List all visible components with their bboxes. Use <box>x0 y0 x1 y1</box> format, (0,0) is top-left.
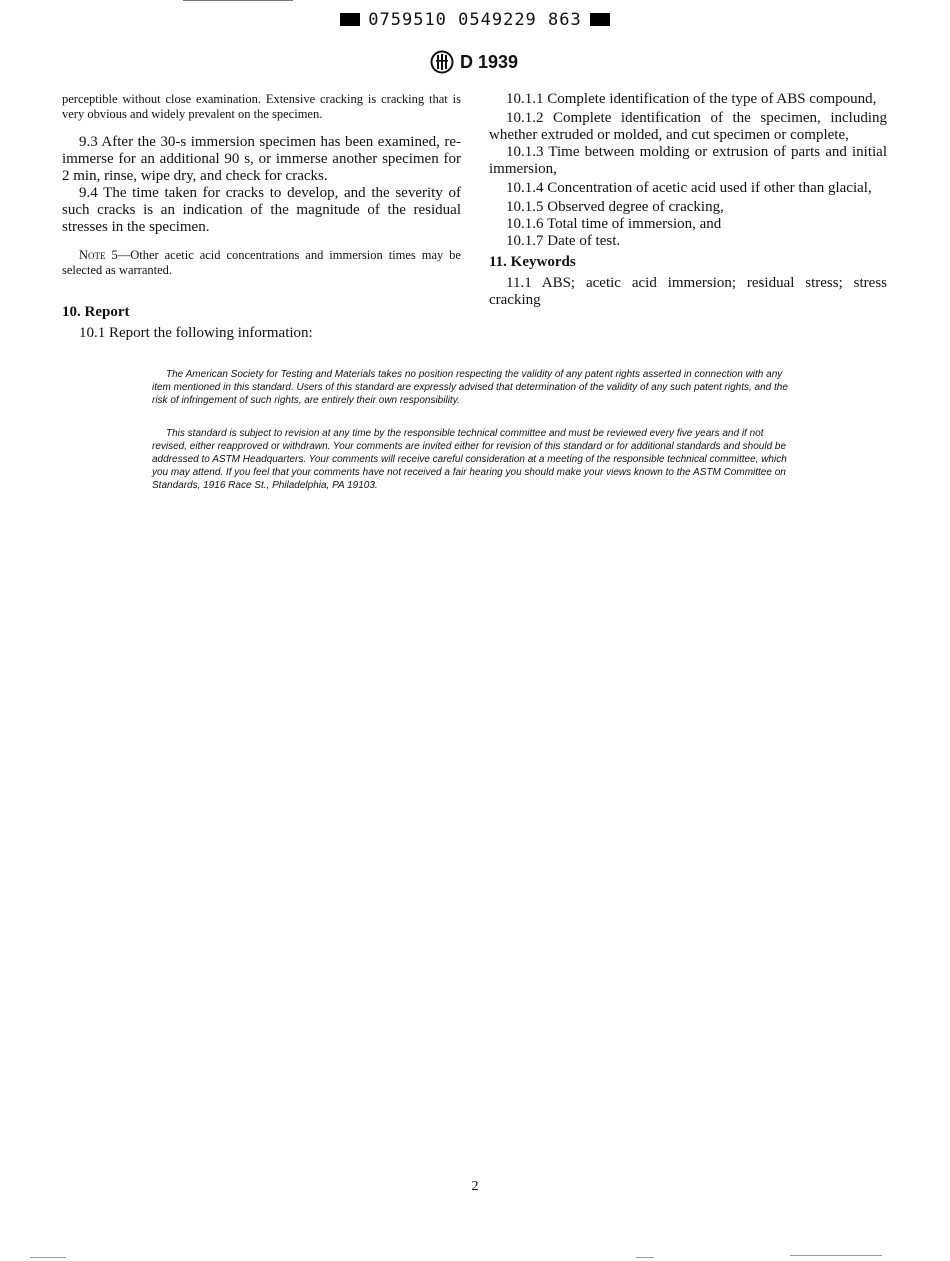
scan-mark-left <box>30 1257 66 1258</box>
item-10-1-2: 10.1.2 Complete identification of the specimen, including whether extruded or molded, and cut specimen or complete, <box>489 110 887 143</box>
document-barcode <box>0 10 950 30</box>
left-column <box>62 92 461 342</box>
scan-rule <box>183 0 293 1</box>
page-header <box>430 50 518 74</box>
section-heading-10: 10. Report <box>62 304 130 320</box>
astm-logo-icon <box>430 50 454 74</box>
note-text: —Other acetic acid concentrations and immersion times may be selected as warranted. <box>62 248 461 277</box>
paragraph-continuation: perceptible without close examination. Extensive cracking is cracking that is very obvious and widely prevalent on the specimen. <box>62 92 461 121</box>
paragraph-9-3: 9.3 After the 30-s immersion specimen has been examined, re-immerse for an additional 90 s, or immerse another specimen for 2 min, rinse, wipe dry, and check for cracks. <box>62 134 461 184</box>
item-10-1-7: 10.1.7 Date of test. <box>506 233 621 249</box>
note-label: Note 5 <box>79 248 118 262</box>
note-5 <box>62 248 461 278</box>
item-10-1-5: 10.1.5 Observed degree of cracking, <box>506 199 724 215</box>
section-heading-11: 11. Keywords <box>489 254 576 270</box>
page-number: 2 <box>471 1179 479 1194</box>
right-column <box>489 91 887 309</box>
paragraph-9-4: 9.4 The time taken for cracks to develop, and the severity of such cracks is an indication of the magnitude of the residual stresses in the specimen. <box>62 185 461 235</box>
item-10-1-4: 10.1.4 Concentration of acetic acid used if other than glacial, <box>506 180 872 196</box>
barcode-block-left <box>340 13 360 26</box>
scan-mark-right <box>790 1255 882 1256</box>
paragraph-10-1: 10.1 Report the following information: <box>79 325 313 341</box>
item-10-1-3: 10.1.3 Time between molding or extrusion of parts and initial immersion, <box>489 144 887 177</box>
item-10-1-1: 10.1.1 Complete identification of the type of ABS compound, <box>506 91 877 107</box>
patent-notice: The American Society for Testing and Materials takes no position respecting the validity of any patent rights asserted in connection with any item mentioned in this standard. Users of this standard are expressly advised that determination of the validity of any such patent rights, and the risk of infringement of such rights, are entirely their own responsibility. <box>152 369 788 406</box>
paragraph-11-1: 11.1 ABS; acetic acid immersion; residual stress; stress cracking <box>489 275 887 308</box>
item-10-1-6: 10.1.6 Total time of immersion, and <box>506 216 722 232</box>
standard-designation: D 1939 <box>460 51 519 72</box>
footer-notices <box>152 368 798 492</box>
barcode-block-right <box>590 13 610 26</box>
scan-mark-middle <box>636 1257 654 1258</box>
barcode-number: 0759510 0549229 863 <box>368 10 582 30</box>
revision-notice: This standard is subject to revision at any time by the responsible technical committee and must be reviewed every five years and if not revised, either reapproved or withdrawn. Your comments are invited either for revision of this standard or for additional standards and should be addressed to ASTM Headquarters. Your comments will receive careful consideration at a meeting of the responsible technical committee, which you may attend. If you feel that your comments have not received a fair hearing you should make your views known to the ASTM Committee on Standards, 1916 Race St., Philadelphia, PA 19103. <box>152 428 787 491</box>
